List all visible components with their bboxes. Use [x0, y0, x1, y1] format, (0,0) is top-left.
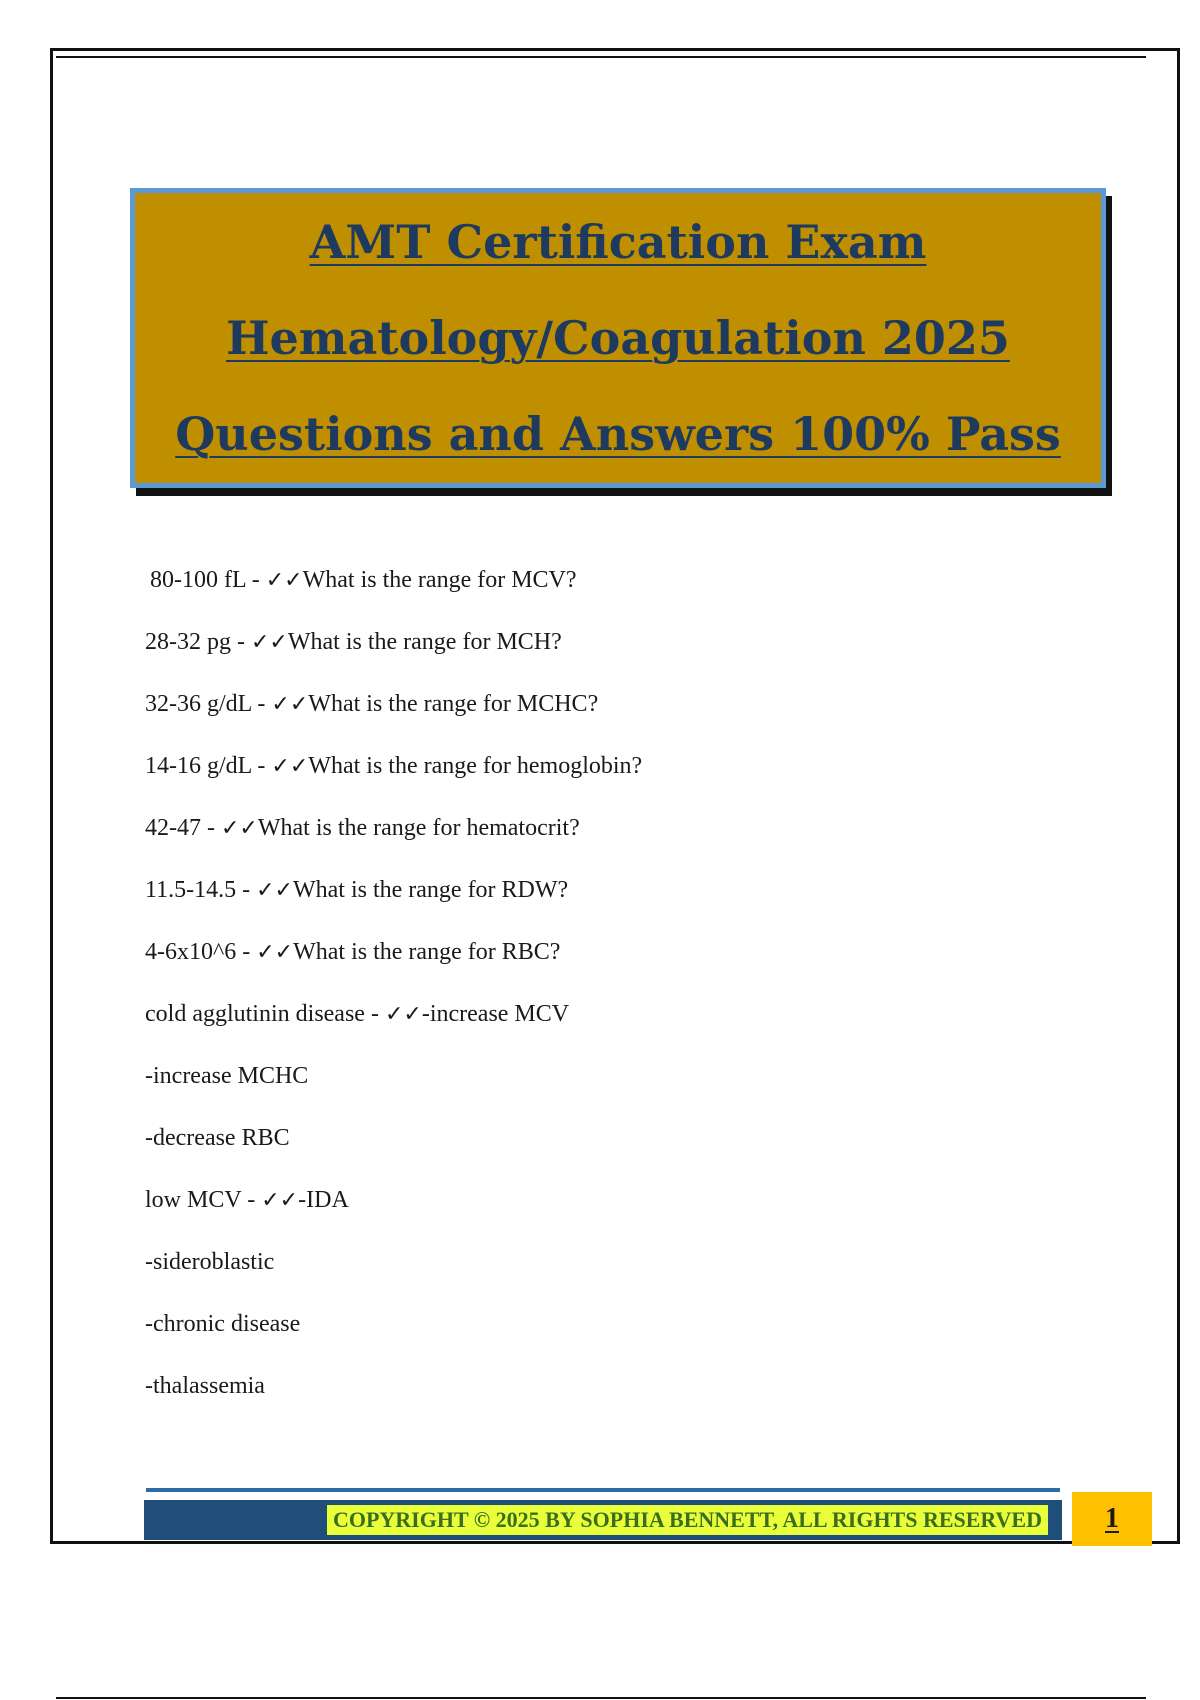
- check-icon: ✓✓: [256, 878, 293, 903]
- qa-answer: low MCV -: [145, 1187, 262, 1213]
- qa-question: What is the range for MCHC?: [308, 691, 599, 717]
- qa-question: What is the range for hemoglobin?: [308, 753, 643, 779]
- qa-text: -thalassemia: [145, 1373, 265, 1399]
- qa-answer: 42-47 -: [145, 815, 221, 841]
- qa-answer: 80-100 fL -: [150, 567, 266, 593]
- qa-answer: 32-36 g/dL -: [145, 691, 272, 717]
- title-line-1: AMT Certification Exam: [309, 215, 927, 269]
- check-icon: ✓✓: [261, 1188, 299, 1213]
- footer-rule: [146, 1488, 1060, 1492]
- check-icon: ✓✓: [271, 754, 309, 779]
- qa-line: [145, 1242, 1045, 1304]
- qa-line: [145, 1304, 1045, 1366]
- top-rule: [56, 56, 1146, 58]
- qa-question: What is the range for MCV?: [302, 567, 577, 593]
- qa-line: [145, 684, 1045, 746]
- qa-line: [145, 746, 1045, 808]
- qa-question: -increase MCV: [421, 1001, 570, 1027]
- qa-question: What is the range for RDW?: [292, 877, 569, 903]
- qa-answer: 11.5-14.5 -: [145, 877, 257, 903]
- qa-line: [145, 1366, 1045, 1428]
- qa-line: [145, 1180, 1045, 1242]
- page-number: 1: [1105, 1503, 1119, 1534]
- qa-line: [145, 1118, 1045, 1180]
- title-banner: [130, 188, 1106, 488]
- check-icon: ✓✓: [384, 1002, 422, 1027]
- qa-question: -IDA: [298, 1187, 349, 1213]
- check-icon: ✓✓: [265, 568, 303, 593]
- qa-text: -sideroblastic: [145, 1249, 275, 1275]
- title-line-3: Questions and Answers 100% Pass: [175, 407, 1061, 461]
- qa-answer: 14-16 g/dL -: [145, 753, 272, 779]
- qa-line: [145, 932, 1045, 994]
- qa-answer: 28-32 pg -: [145, 629, 251, 655]
- check-icon: ✓✓: [250, 630, 288, 655]
- qa-question: What is the range for hematocrit?: [257, 815, 580, 841]
- check-icon: ✓✓: [220, 816, 258, 841]
- check-icon: ✓✓: [271, 692, 309, 717]
- qa-question: What is the range for MCH?: [287, 629, 562, 655]
- qa-content: [145, 560, 1045, 1428]
- qa-line: [145, 560, 1045, 622]
- copyright-notice: COPYRIGHT © 2025 BY SOPHIA BENNETT, ALL RIGHTS RESERVED: [327, 1505, 1048, 1535]
- qa-answer: cold agglutinin disease -: [145, 1001, 385, 1027]
- qa-text: -decrease RBC: [145, 1125, 290, 1151]
- page-number-box: [1072, 1492, 1152, 1546]
- check-icon: ✓✓: [256, 940, 294, 965]
- qa-line: [145, 622, 1045, 684]
- qa-text: -chronic disease: [145, 1311, 301, 1337]
- footer-bar: [144, 1500, 1062, 1540]
- qa-text: -increase MCHC: [145, 1063, 309, 1089]
- qa-line: [145, 870, 1045, 932]
- qa-question: What is the range for RBC?: [293, 939, 561, 965]
- qa-line: [145, 994, 1045, 1056]
- qa-line: [145, 1056, 1045, 1118]
- qa-answer: 4-6x10^6 -: [145, 939, 257, 965]
- title-line-2: Hematology/Coagulation 2025: [226, 311, 1010, 365]
- bottom-rule: [56, 1697, 1146, 1699]
- qa-line: [145, 808, 1045, 870]
